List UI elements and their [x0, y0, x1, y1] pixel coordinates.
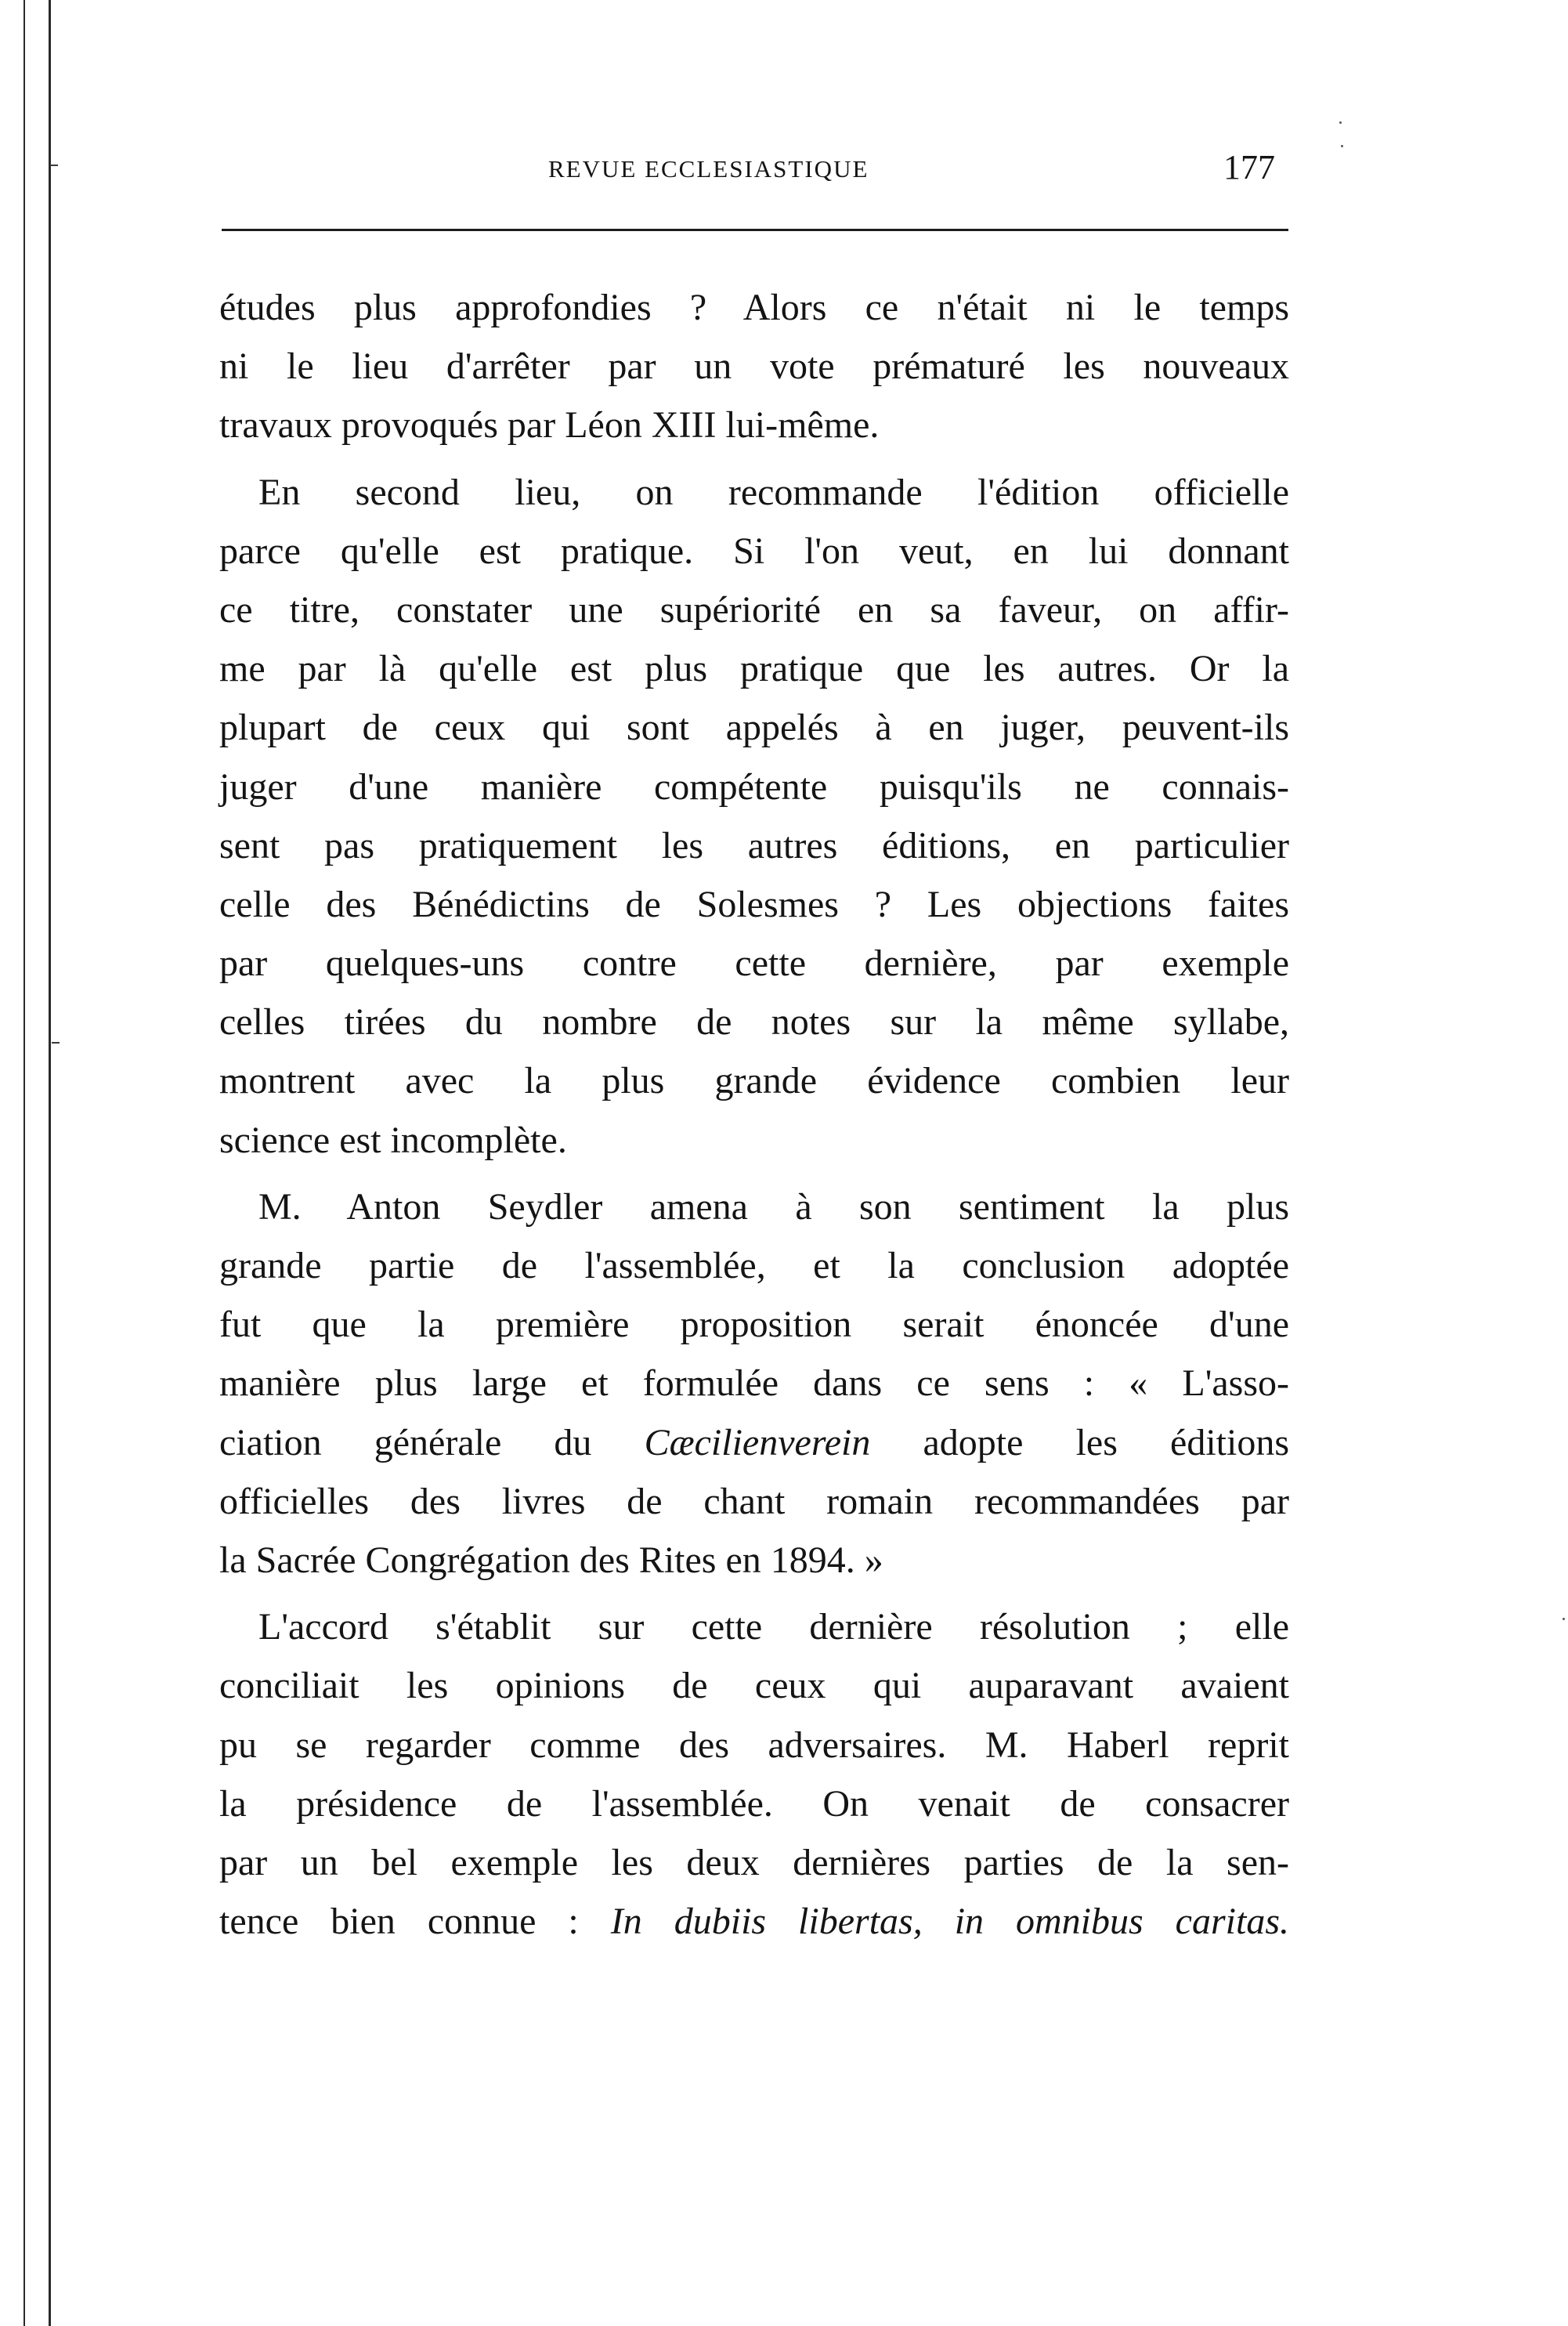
text-line-mixed — [219, 1413, 1289, 1472]
text-line: sent pas pratiquement les autres éditions, en particulier — [219, 824, 1289, 866]
text-line: par quelques-uns contre cette dernière, par exemple — [219, 942, 1289, 985]
running-head: REVUE ECCLESIASTIQUE — [548, 155, 869, 183]
text-line: celles tirées du nombre de notes sur la même syllabe, — [219, 1001, 1289, 1044]
scan-edge-mark — [52, 1042, 60, 1044]
text-line: pu se regarder comme des adversaires. M. Haberl reprit — [219, 1724, 1289, 1766]
scan-speck — [1341, 145, 1343, 147]
text-line: ni le lieu d'arrêter par un vote prématuré les nouveaux — [219, 345, 1289, 388]
text-fragment: ciation générale du — [219, 1421, 592, 1463]
text-line: officielles des livres de chant romain recommandées par — [219, 1480, 1289, 1522]
text-line: plupart de ceux qui sont appelés à en juger, peuvent-ils — [219, 707, 1289, 749]
text-line: science est incomplète. — [219, 1119, 567, 1161]
text-line: En second lieu, on recommande l'édition officielle — [258, 471, 1289, 513]
text-line: la Sacrée Congrégation des Rites en 1894. » — [219, 1539, 883, 1581]
text-line: par un bel exemple les deux dernières parties de la sen- — [219, 1841, 1289, 1883]
text-line: études plus approfondies ? Alors ce n'était ni le temps — [219, 287, 1289, 328]
text-line: ce titre, constater une supériorité en sa faveur, on affir- — [219, 588, 1289, 631]
text-line: celle des Bénédictins de Solesmes ? Les objections faites — [219, 883, 1289, 925]
text-fragment: adopte les éditions — [923, 1421, 1290, 1463]
text-line: travaux provoqués par Léon XIII lui-même. — [219, 404, 880, 447]
text-line: manière plus large et formulée dans ce sens : « L'asso- — [219, 1362, 1289, 1405]
text-line-mixed — [219, 1892, 1289, 1951]
scan-edge-mark — [50, 165, 58, 166]
text-line: montrent avec la plus grande évidence combien leur — [219, 1060, 1289, 1102]
scan-edge-line — [49, 0, 51, 2326]
text-fragment: tence bien connue : — [219, 1901, 579, 1943]
text-line: juger d'une manière compétente puisqu'ils ne connais- — [219, 765, 1289, 808]
text-line: la présidence de l'assemblée. On venait de consacrer — [219, 1782, 1289, 1825]
scan-speck — [1339, 121, 1342, 124]
text-line: M. Anton Seydler amena à son sentiment la plus — [258, 1185, 1289, 1228]
paragraph-4 — [219, 1597, 1289, 1951]
scan-speck — [1563, 1618, 1565, 1620]
latin-quote: In dubiis libertas, in omnibus caritas. — [610, 1901, 1290, 1943]
paragraph-3 — [219, 1177, 1289, 1590]
header-rule — [222, 229, 1288, 231]
italic-term: Cæcilienverein — [644, 1421, 871, 1463]
paragraph-1 — [219, 278, 1289, 455]
text-line: me par là qu'elle est plus pratique que les autres. Or la — [219, 648, 1289, 690]
text-line: grande partie de l'assemblée, et la conclusion adoptée — [219, 1245, 1289, 1286]
page-number: 177 — [1223, 148, 1275, 186]
page-header — [219, 147, 1288, 194]
scan-edge-line — [23, 0, 25, 2326]
text-line: conciliait les opinions de ceux qui auparavant avaient — [219, 1665, 1289, 1707]
text-line: fut que la première proposition serait énoncée d'une — [219, 1304, 1289, 1346]
text-line: parce qu'elle est pratique. Si l'on veut, en lui donnant — [219, 530, 1289, 572]
body-text — [219, 278, 1289, 1951]
paragraph-2 — [219, 463, 1289, 1170]
text-line: L'accord s'établit sur cette dernière résolution ; elle — [258, 1606, 1289, 1648]
